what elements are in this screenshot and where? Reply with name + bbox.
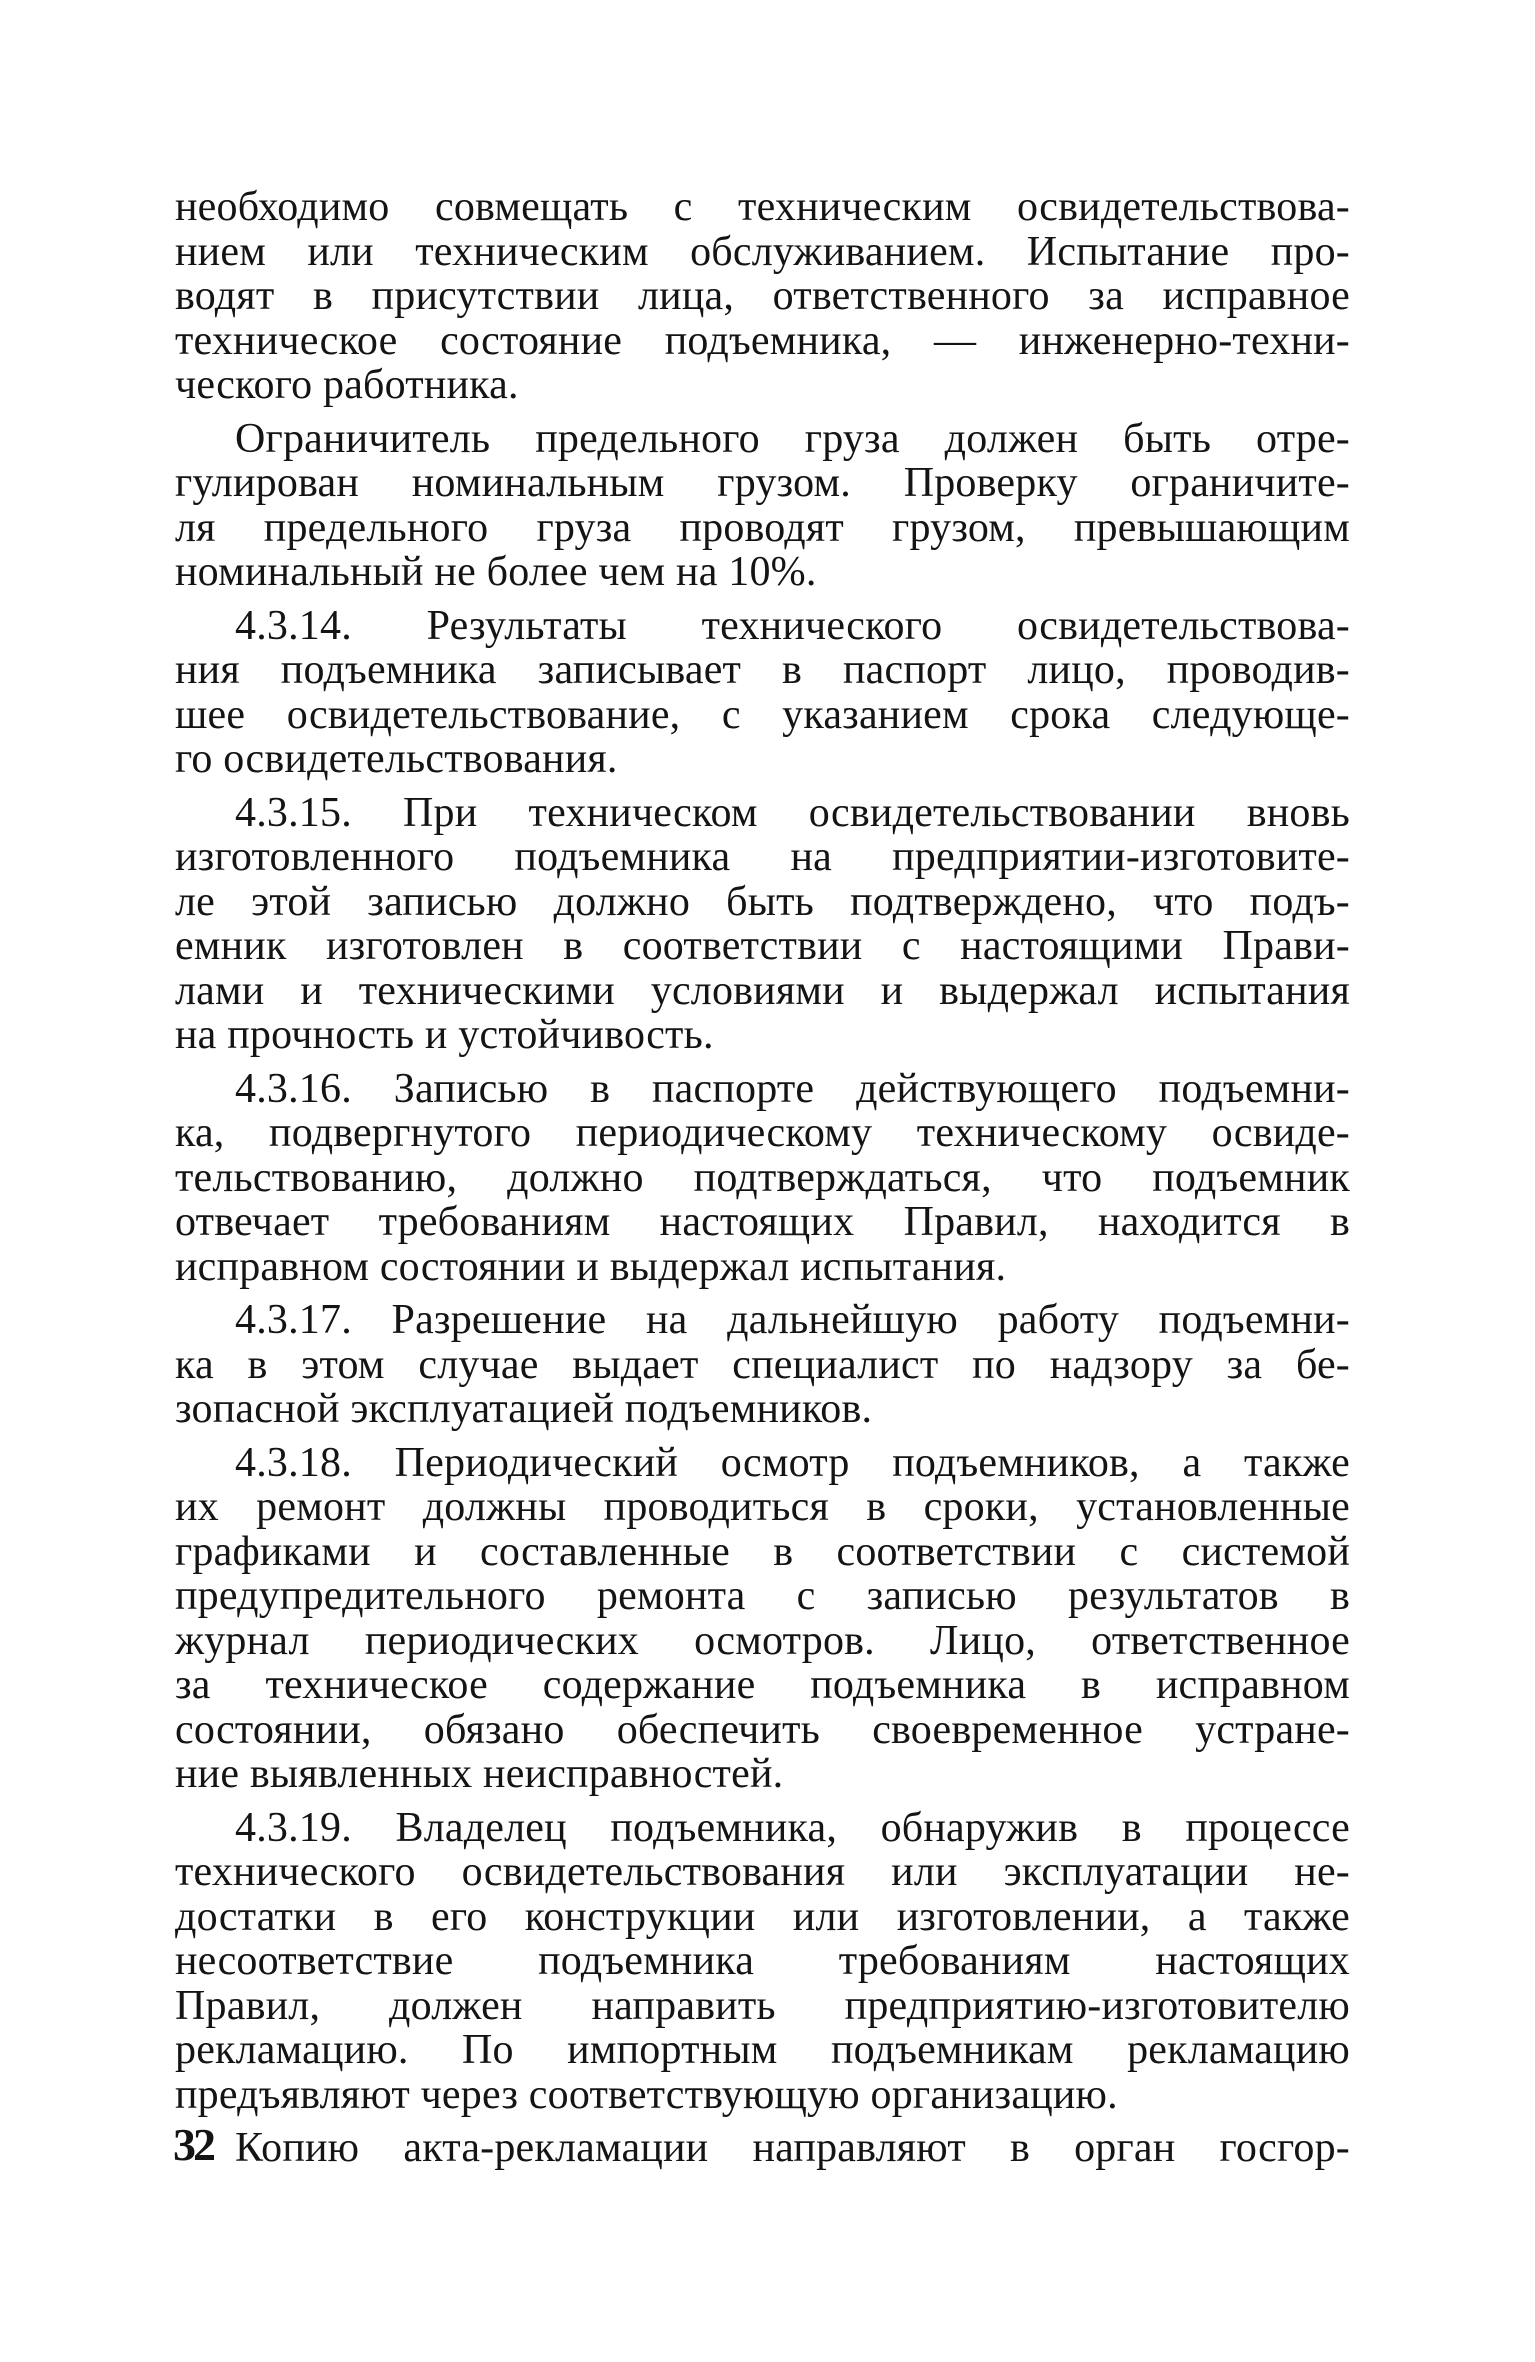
text-line: ка, подвергнутого периодическому техническому освиде- [175,1110,1350,1156]
paragraph-reclamation-copy [175,2126,1350,2171]
text-line: зопасной эксплуатацией подъемников. [175,1386,873,1432]
text-line: состоянии, обязано обеспечить своевременное устране- [175,1706,1350,1753]
text-line: ле этой записью должно быть подтверждено, что подъ- [175,878,1350,925]
text-line: лами и техническими условиями и выдержал испытания [175,967,1350,1014]
text-line: отвечает требованиям настоящих Правил, находится в [175,1199,1350,1245]
text-line: 4.3.17. Разрешение на дальнейшую работу подъемни- [235,1297,1350,1343]
paragraph-4-3-17 [175,1298,1350,1432]
text-line: тельствованию, должно подтверждаться, что подъемник [175,1154,1350,1201]
text-line: водят в присутствии лица, ответственного за исправное [175,273,1350,319]
text-line: предупредительного ремонта с записью результатов в [175,1573,1350,1619]
paragraph-4-3-19 [175,1806,1350,2118]
text-line: нием или техническим обслуживанием. Испытание про- [175,228,1350,275]
text-line: изготовленного подъемника на предприятии-изготовите- [175,834,1350,880]
text-line: графиками и составленные в соответствии с системой [175,1528,1350,1575]
paragraph-continuation [175,185,1350,408]
paragraph-limiter [175,417,1350,595]
text-line: ческого работника. [175,362,519,408]
text-line: ние выявленных неисправностей. [175,1751,784,1797]
paragraph-4-3-14 [175,604,1350,782]
text-line: несоответствие подъемника требованиям настоящих [175,1938,1350,1984]
text-line: необходимо совмещать с техническим освидетельствова- [175,184,1350,230]
document-page [175,185,1350,2180]
paragraph-4-3-18 [175,1441,1350,1797]
text-line: ля предельного груза проводят грузом, превышающим [175,504,1350,551]
paragraph-4-3-16 [175,1067,1350,1290]
text-line: шее освидетельствование, с указанием срока следующе- [175,691,1350,738]
text-line: го освидетельствования. [175,736,618,782]
text-line: на прочность и устойчивость. [175,1012,714,1058]
text-line: гулирован номинальным грузом. Проверку ограничите- [175,460,1350,506]
text-line: 4.3.19. Владелец подъемника, обнаружив в процессе [235,1804,1350,1851]
text-line: техническое состояние подъемника, — инженерно-техни- [175,317,1350,364]
text-line: ка в этом случае выдает специалист по надзору за бе- [175,1341,1350,1388]
text-line: исправном состоянии и выдержал испытания. [175,1243,1007,1290]
text-line: Ограничитель предельного груза должен быть отре- [235,415,1350,462]
text-line: журнал периодических осмотров. Лицо, ответственное [175,1617,1350,1664]
paragraph-4-3-15 [175,791,1350,1058]
text-line: 4.3.18. Периодический осмотр подъемников, а также [235,1439,1350,1486]
text-line: предъявляют через соответствующую организацию. [175,2071,1118,2118]
text-line: емник изготовлен в соответствии с настоящими Прави- [175,923,1350,969]
text-line: 4.3.16. Записью в паспорте действующего подъемни- [235,1065,1350,1112]
text-line: ния подъемника записывает в паспорт лицо, проводив- [175,647,1350,693]
text-line: номинальный не более чем на 10%. [175,549,817,595]
text-line: Копию акта-рекламации направляют в орган госгор- [235,2125,1350,2171]
text-line: их ремонт должны проводиться в сроки, установленные [175,1484,1350,1530]
text-line: 4.3.14. Результаты технического освидетельствова- [235,602,1350,649]
text-line: технического освидетельствования или эксплуатации не- [175,1849,1350,1895]
page-number: 32 [173,2119,213,2170]
text-line: 4.3.15. При техническом освидетельствовании вновь [235,789,1350,836]
text-line: достатки в его конструкции или изготовлении, а также [175,1893,1350,1940]
text-line: Правил, должен направить предприятию-изготовителю [175,1982,1350,2029]
text-line: рекламацию. По импортным подъемникам рекламацию [175,2027,1350,2073]
text-line: за техническое содержание подъемника в исправном [175,1662,1350,1708]
